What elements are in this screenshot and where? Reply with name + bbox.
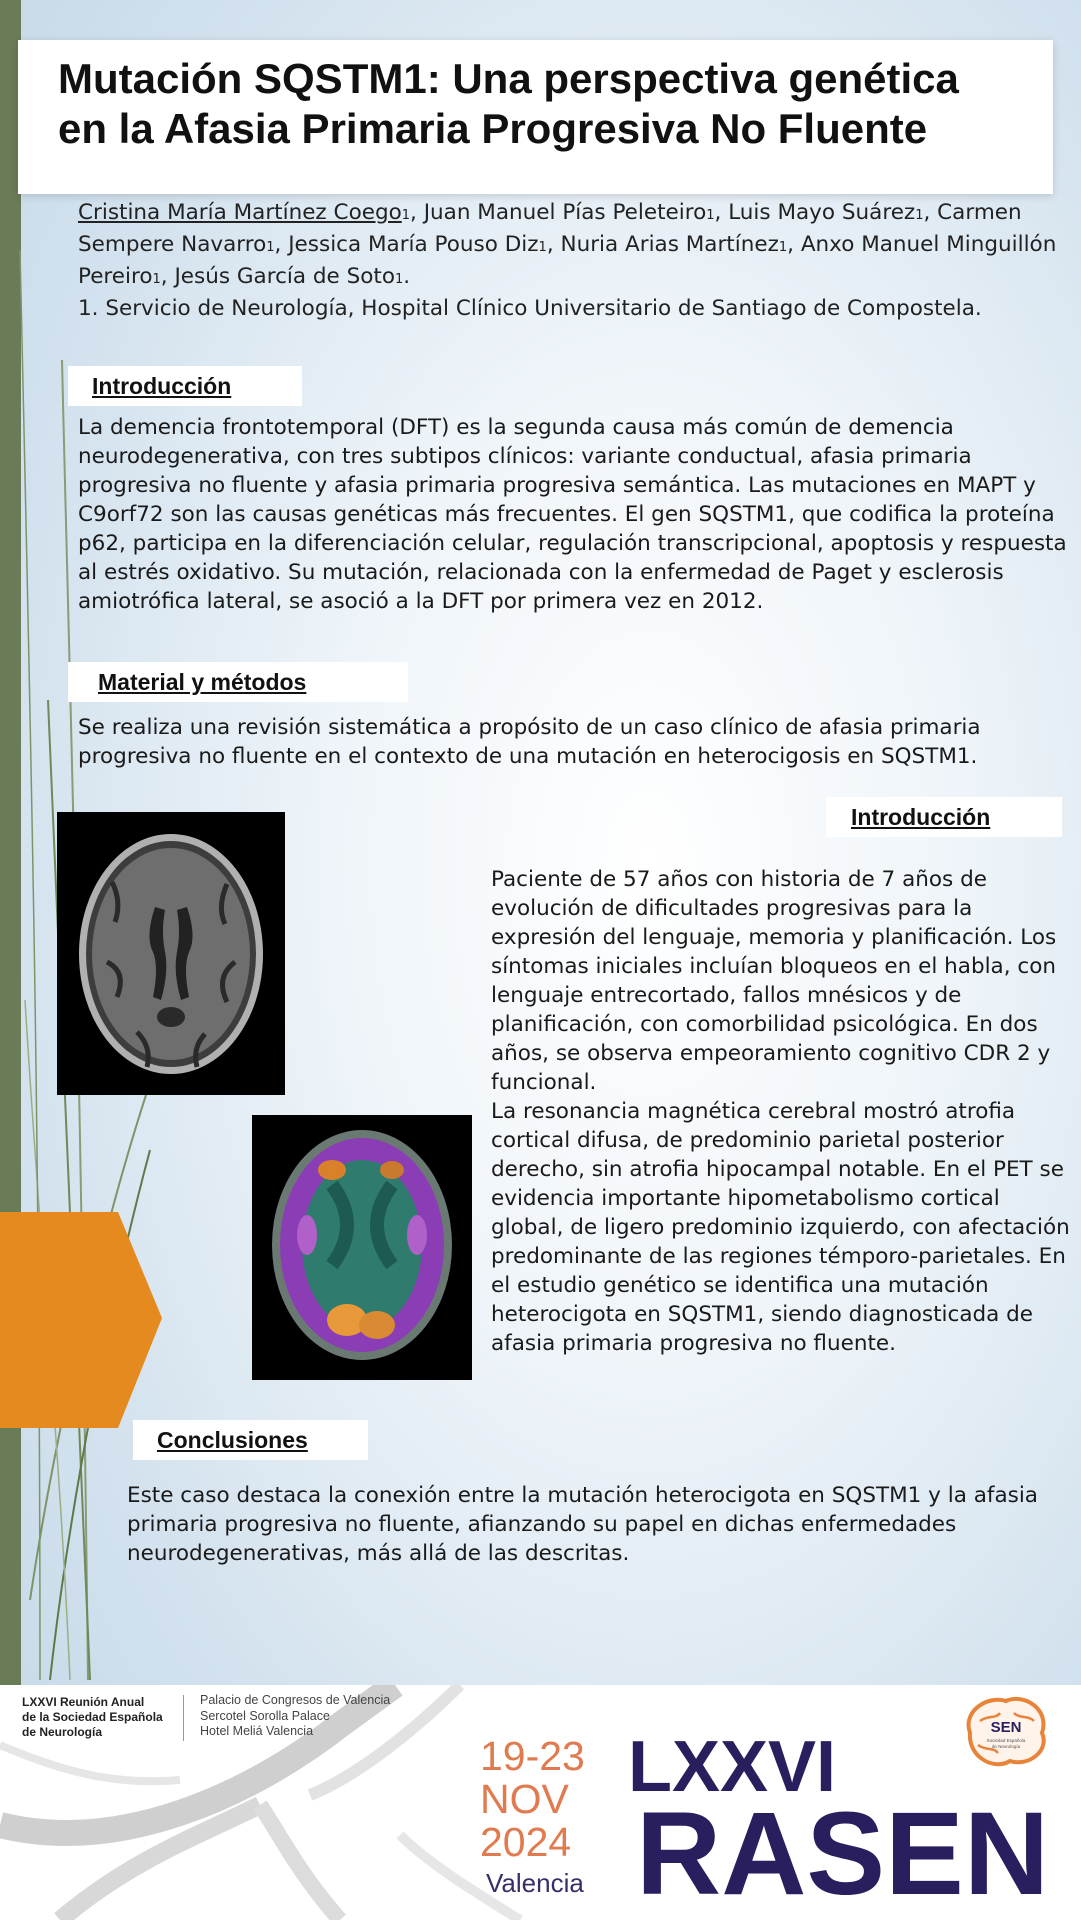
methods-heading: Material y métodos [68,662,408,702]
pet-brain-image [252,1115,472,1380]
author: Luis Mayo Suárez [728,200,916,225]
venue-list: Palacio de Congresos de Valencia Sercotel Sorolla Palace Hotel Meliá Valencia [200,1693,391,1738]
case-text-findings: La resonancia magnética cerebral mostró atrofia cortical difusa, de predominio parietal posterior derecho, sin atrofia hipocampal notable. En el PET se evidencia importante hipometabolismo cortical global, de ligero predominio izquierdo, con afectación predominante de las regiones témporo-parietales. En el estudio genético se identifica una mutación heterocigota en SQSTM1, siendo diagnosticada de afasia primaria progresiva no fluente. [491,1099,1070,1356]
author-list: Cristina María Martínez Coego1, Juan Manuel Pías Peleteiro1, Luis Mayo Suárez1, Carmen Sempere Navarro1, Jessica María Pouso Diz1, Nuria Arias Martínez1, Anxo Manuel Minguillón Pereiro1, Jesús García de Soto1. 1. Servicio de Neurología, Hospital Clínico Universitario de Santiago de Compostela. [78,200,1057,321]
sen-logo-subtitle-2: de Neurología [991,1744,1021,1749]
banner-divider [183,1695,184,1741]
poster-title: Mutación SQSTM1: Una perspectiva genética en la Afasia Primaria Progresiva No Fluente [58,55,959,152]
author: Juan Manuel Pías Peleteiro [423,200,707,225]
congress-banner [0,1685,1081,1920]
event-edition: LXXVI [628,1727,837,1807]
author-presenting: Cristina María Martínez Coego [78,200,402,225]
affiliation: 1. Servicio de Neurología, Hospital Clínico Universitario de Santiago de Compostela. [78,296,982,321]
case-heading: Introducción [826,797,1062,837]
event-dates: 19-23 NOV 2024 [480,1733,585,1865]
intro-text: La demencia frontotemporal (DFT) es la segunda causa más común de demencia neurodegenerativa, con tres subtipos clínicos: variante conductual, afasia primaria progresiva no fluente y afasia primaria progresiva semántica. Las mutaciones en MAPT y C9orf72 son las causas genéticas más frecuentes. El gen SQSTM1, que codifica la proteína p62, participa en la diferenciación celular, regulación transcripcional, apoptosis y respuesta al estrés oxidativo. Su mutación, relacionada con la enfermedad de Paget y esclerosis amiotrófica lateral, se asoció a la DFT por primera vez en 2012. [78,415,1067,614]
author: Jessica María Pouso Diz [288,232,539,257]
case-text-history: Paciente de 57 años con historia de 7 años de evolución de dificultades progresivas para la expresión del lenguaje, memoria y planificación. Los síntomas iniciales incluían bloqueos en el habla, con lenguaje entrecortado, fallos mnésicos y de planificación, con comorbilidad psicológica. En dos años, se observa empeoramiento cognitivo CDR 2 y funcional. [491,867,1057,1095]
event-name: RASEN [636,1788,1050,1920]
conclusions-text: Este caso destaca la conexión entre la mutación heterocigota en SQSTM1 y la afasia primaria progresiva no fluente, afianzando su papel en dichas enfermedades neurodegenerativas, más allá de las descritas. [127,1483,1038,1566]
mri-brain-image [57,812,285,1095]
sen-logo-subtitle-1: Sociedad Española [986,1738,1026,1743]
intro-heading: Introducción [68,366,302,406]
event-city: Valencia [486,1868,584,1898]
meeting-name: LXXVI Reunión Anual de la Sociedad Española de Neurología [22,1695,163,1739]
author: Jesús García de Soto [174,264,396,289]
case-text [491,865,1071,1358]
title-box [18,40,1053,194]
methods-text: Se realiza una revisión sistemática a propósito de un caso clínico de afasia primaria progresiva no fluente en el contexto de una mutación en heterocigosis en SQSTM1. [78,715,981,769]
sen-logo-text: SEN [990,1719,1022,1736]
author: Anxo Manuel Minguillón Pereiro [78,232,1057,289]
author: Nuria Arias Martínez [560,232,779,257]
orange-hexagon-accent [0,1212,165,1430]
conclusions-heading: Conclusiones [133,1420,368,1460]
sen-logo [958,1691,1054,1771]
author: Carmen Sempere Navarro [78,200,1022,257]
